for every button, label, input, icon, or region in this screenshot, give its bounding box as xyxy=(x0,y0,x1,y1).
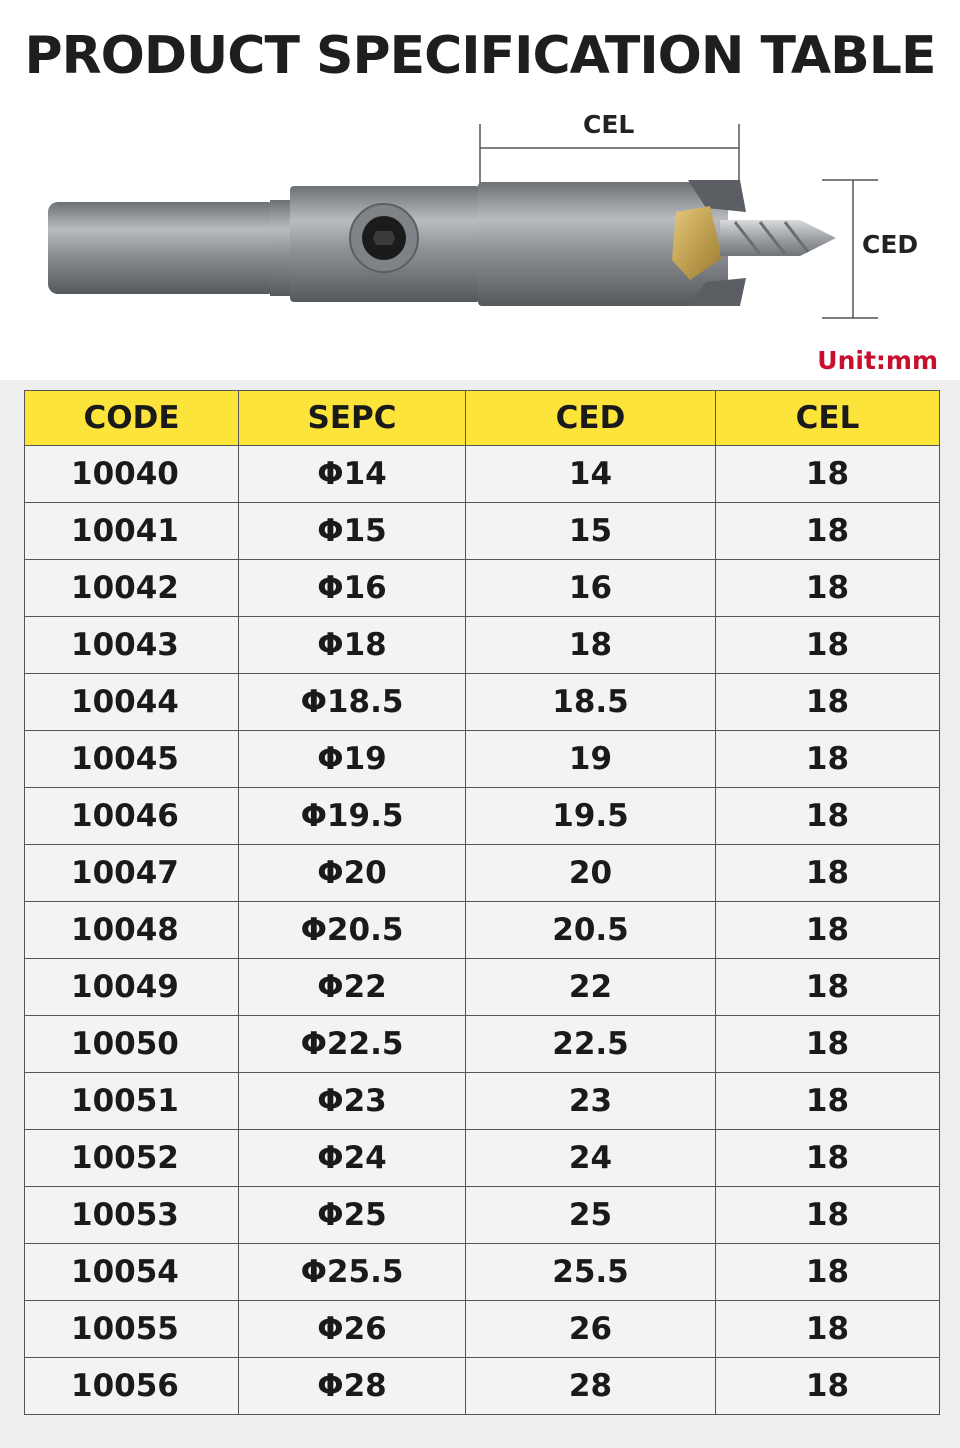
table-row xyxy=(25,1301,940,1358)
cell-code: 10049 xyxy=(25,959,239,1016)
cell-sepc: Φ20.5 xyxy=(239,902,466,959)
cell-ced: 19 xyxy=(466,731,716,788)
cell-cel: 18 xyxy=(716,1358,940,1415)
cell-ced: 19.5 xyxy=(466,788,716,845)
table-row xyxy=(25,446,940,503)
cell-cel: 18 xyxy=(716,788,940,845)
cell-cel: 18 xyxy=(716,1244,940,1301)
table-row xyxy=(25,503,940,560)
table-row xyxy=(25,845,940,902)
cell-sepc: Φ22 xyxy=(239,959,466,1016)
cell-ced: 28 xyxy=(466,1358,716,1415)
cell-ced: 20 xyxy=(466,845,716,902)
cell-sepc: Φ16 xyxy=(239,560,466,617)
cell-ced: 18.5 xyxy=(466,674,716,731)
cell-code: 10040 xyxy=(25,446,239,503)
hole-saw-drawing xyxy=(0,110,960,340)
table-row xyxy=(25,1358,940,1415)
cell-ced: 25 xyxy=(466,1187,716,1244)
cell-cel: 18 xyxy=(716,674,940,731)
cell-code: 10056 xyxy=(25,1358,239,1415)
cell-cel: 18 xyxy=(716,1016,940,1073)
page-title: PRODUCT SPECIFICATION TABLE xyxy=(24,26,936,86)
cell-sepc: Φ26 xyxy=(239,1301,466,1358)
cell-cel: 18 xyxy=(716,1187,940,1244)
cell-cel: 18 xyxy=(716,446,940,503)
table-row xyxy=(25,560,940,617)
table-row xyxy=(25,1016,940,1073)
spec-table xyxy=(24,390,940,1415)
header-sepc: SEPC xyxy=(239,391,466,446)
cel-dimension-label: CEL xyxy=(583,110,635,139)
header-code: CODE xyxy=(25,391,239,446)
unit-label: Unit:mm xyxy=(817,346,938,375)
cell-sepc: Φ18.5 xyxy=(239,674,466,731)
spec-table-area xyxy=(0,380,960,1448)
cell-sepc: Φ24 xyxy=(239,1130,466,1187)
cell-ced: 14 xyxy=(466,446,716,503)
cell-code: 10042 xyxy=(25,560,239,617)
cell-sepc: Φ18 xyxy=(239,617,466,674)
cell-sepc: Φ14 xyxy=(239,446,466,503)
cell-code: 10043 xyxy=(25,617,239,674)
cell-ced: 16 xyxy=(466,560,716,617)
cell-ced: 22.5 xyxy=(466,1016,716,1073)
table-row xyxy=(25,731,940,788)
cell-ced: 15 xyxy=(466,503,716,560)
cell-code: 10054 xyxy=(25,1244,239,1301)
cell-ced: 26 xyxy=(466,1301,716,1358)
cell-sepc: Φ22.5 xyxy=(239,1016,466,1073)
table-row xyxy=(25,1130,940,1187)
cell-code: 10041 xyxy=(25,503,239,560)
cell-ced: 18 xyxy=(466,617,716,674)
cell-code: 10046 xyxy=(25,788,239,845)
cell-sepc: Φ28 xyxy=(239,1358,466,1415)
cell-ced: 22 xyxy=(466,959,716,1016)
header-cel: CEL xyxy=(716,391,940,446)
cell-code: 10045 xyxy=(25,731,239,788)
cell-ced: 23 xyxy=(466,1073,716,1130)
cell-code: 10047 xyxy=(25,845,239,902)
table-row xyxy=(25,1244,940,1301)
cell-cel: 18 xyxy=(716,959,940,1016)
cell-sepc: Φ19.5 xyxy=(239,788,466,845)
table-row xyxy=(25,788,940,845)
cell-cel: 18 xyxy=(716,617,940,674)
cell-cel: 18 xyxy=(716,731,940,788)
cell-sepc: Φ15 xyxy=(239,503,466,560)
cell-code: 10052 xyxy=(25,1130,239,1187)
cell-cel: 18 xyxy=(716,1301,940,1358)
cell-code: 10048 xyxy=(25,902,239,959)
table-header-row xyxy=(25,391,940,446)
cell-cel: 18 xyxy=(716,560,940,617)
cell-code: 10051 xyxy=(25,1073,239,1130)
table-row xyxy=(25,1187,940,1244)
cell-ced: 25.5 xyxy=(466,1244,716,1301)
table-row xyxy=(25,1073,940,1130)
cell-cel: 18 xyxy=(716,845,940,902)
hole-saw-diagram xyxy=(0,110,960,340)
cell-sepc: Φ25.5 xyxy=(239,1244,466,1301)
cell-cel: 18 xyxy=(716,902,940,959)
cell-code: 10050 xyxy=(25,1016,239,1073)
cell-sepc: Φ25 xyxy=(239,1187,466,1244)
table-row xyxy=(25,617,940,674)
cell-code: 10055 xyxy=(25,1301,239,1358)
cell-code: 10053 xyxy=(25,1187,239,1244)
table-row xyxy=(25,674,940,731)
cell-cel: 18 xyxy=(716,1130,940,1187)
table-row xyxy=(25,959,940,1016)
table-row xyxy=(25,902,940,959)
cell-cel: 18 xyxy=(716,503,940,560)
cell-code: 10044 xyxy=(25,674,239,731)
cell-ced: 24 xyxy=(466,1130,716,1187)
cell-ced: 20.5 xyxy=(466,902,716,959)
ced-dimension-label: CED xyxy=(862,230,919,259)
cell-sepc: Φ19 xyxy=(239,731,466,788)
cell-sepc: Φ23 xyxy=(239,1073,466,1130)
cell-cel: 18 xyxy=(716,1073,940,1130)
header-ced: CED xyxy=(466,391,716,446)
cell-sepc: Φ20 xyxy=(239,845,466,902)
